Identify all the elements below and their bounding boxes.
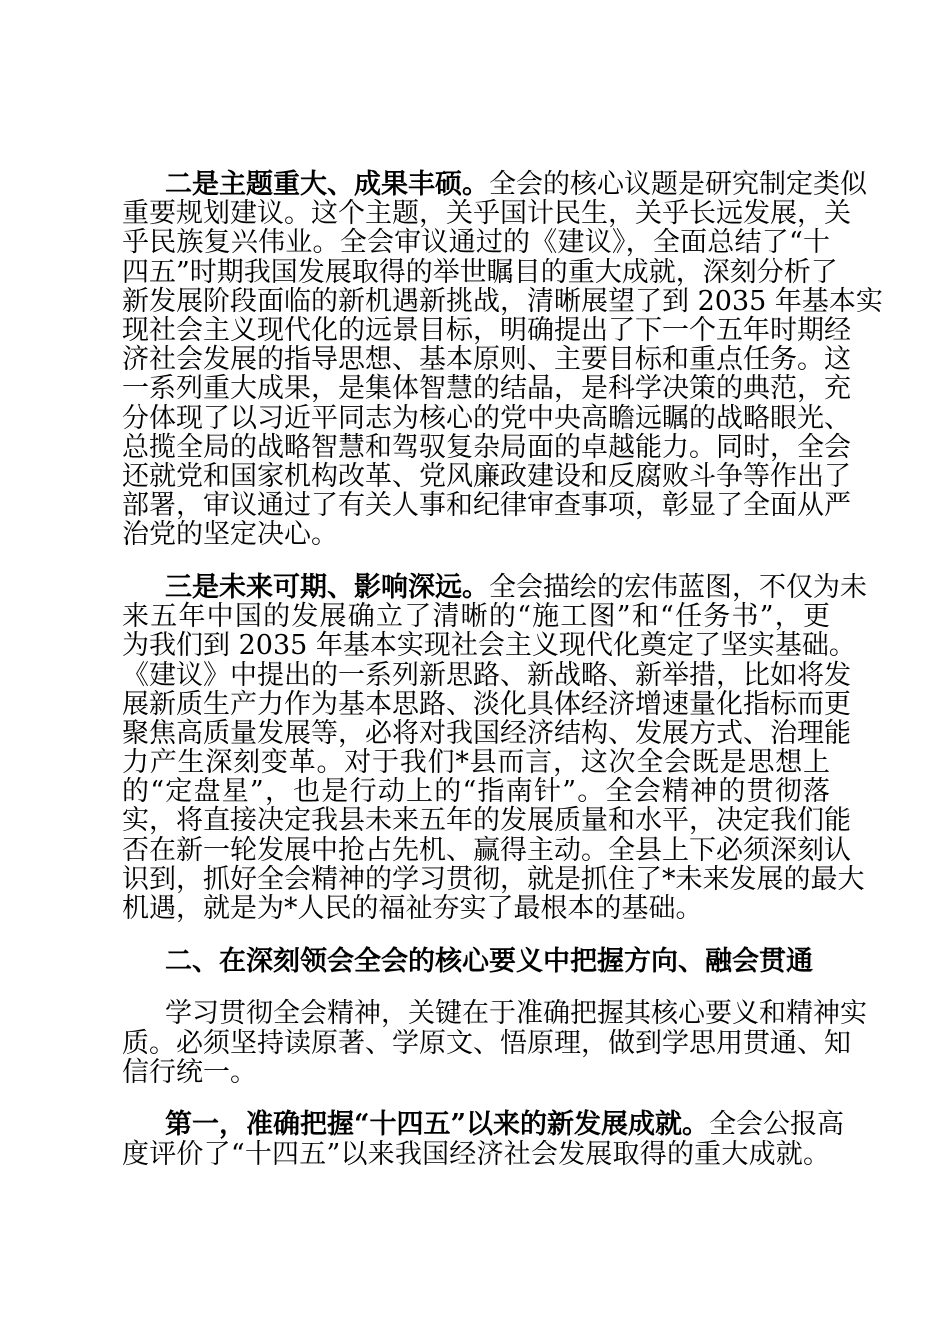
line-text: 否在新一轮发展中抢占先机、赢得主动。全县上下必须深刻认 <box>122 834 851 866</box>
text-line <box>122 863 865 895</box>
text-line <box>122 169 867 200</box>
line-text: 现社会主义现代化的远景目标，明确提出了下一个五年时期经 <box>122 314 851 346</box>
text-line <box>122 373 851 405</box>
text-line <box>122 688 851 720</box>
text-line <box>122 314 851 346</box>
line-text: 一系列重大成果，是集体智慧的结晶，是科学决策的典范，充 <box>122 373 851 405</box>
line-text: 力产生深刻变革。对于我们*县而言，这次全会既是思想上 <box>122 747 830 779</box>
text-line <box>122 748 830 777</box>
text-line <box>122 630 856 662</box>
line-text: 部署，审议通过了有关人事和纪律审查事项，彰显了全面从严 <box>122 490 851 522</box>
text-line <box>122 256 838 288</box>
line-text: 治党的坚定决心。 <box>122 519 338 551</box>
line-text: 新发展阶段面临的新机遇新挑战，清晰展望了到 2035 年基本实 <box>122 285 883 317</box>
text-line <box>122 659 851 691</box>
paragraph <box>122 169 883 551</box>
text-line <box>122 571 867 603</box>
line-text: 全会公报高 <box>709 1109 845 1141</box>
text-line <box>122 520 830 549</box>
text-line <box>122 490 851 522</box>
line-text: 全会的核心议题是研究制定类似 <box>489 169 867 200</box>
line-text: 识到，抓好全会精神的学习贯彻，就是抓住了*未来发展的最大 <box>122 863 865 895</box>
line-text: 总揽全局的战略智慧和驾驭复杂局面的卓越能力。同时，全会 <box>122 431 851 463</box>
line-text: 机遇，就是为*人民的福祉夯实了最根本的基础。 <box>122 893 703 924</box>
lead-in-bold: 第一，准确把握“十四五”以来的新发展成就。 <box>165 1109 710 1141</box>
line-text: 乎民族复兴伟业。全会审议通过的《建议》，全面总结了“十 <box>122 227 830 259</box>
lead-in-bold: 三是未来可期、影响深远。 <box>165 571 489 603</box>
line-text: 学习贯彻全会精神，关键在于准确把握其核心要义和精神实 <box>165 998 867 1030</box>
text-line <box>122 717 851 749</box>
line-text: 信行统一。 <box>122 1056 257 1088</box>
text-line <box>122 602 830 631</box>
text-line <box>122 198 851 230</box>
text-line <box>122 998 867 1030</box>
line-text: 分体现了以习近平同志为核心的党中央高瞻远瞩的战略眼光、 <box>122 402 851 434</box>
text-line <box>122 1140 830 1169</box>
text-line <box>122 777 830 806</box>
line-text: 展新质生产力作为基本思路、淡化具体经济增速量化指标而更 <box>122 688 851 720</box>
text-line <box>122 1058 830 1087</box>
text-line <box>122 285 883 317</box>
text-line <box>122 402 851 434</box>
text-line <box>122 228 830 257</box>
line-text: 质。必须坚持读原著、学原文、悟原理，做到学思用贯通、知 <box>122 1027 851 1059</box>
section-heading <box>122 947 830 976</box>
line-text: 聚焦高质量发展等，必将对我国经济结构、发展方式、治理能 <box>122 717 851 749</box>
paragraph <box>122 1109 845 1170</box>
paragraph <box>122 998 867 1088</box>
line-text: 《建议》中提出的一系列新思路、新战略、新举措，比如将发 <box>122 659 851 691</box>
text-line <box>122 344 851 376</box>
text-line <box>122 1027 851 1059</box>
line-text: 度评价了“十四五”以来我国经济社会发展取得的重大成就。 <box>122 1138 830 1170</box>
text-line <box>122 460 851 492</box>
line-text: 全会描绘的宏伟蓝图，不仅为未 <box>489 571 867 603</box>
document-page <box>122 169 883 1192</box>
line-text: 实，将直接决定我县未来五年的发展质量和水平，决定我们能 <box>122 805 851 837</box>
line-text: 济社会发展的指导思想、基本原则、主要目标和重点任务。这 <box>122 344 851 376</box>
line-text: 四五”时期我国发展取得的举世瞩目的重大成就，深刻分析了 <box>122 256 838 288</box>
line-text: 还就党和国家机构改革、党风廉政建设和反腐败斗争等作出了 <box>122 460 851 492</box>
paragraph <box>122 571 867 924</box>
line-text: 来五年中国的发展确立了清晰的“施工图”和“任务书”，更 <box>122 601 830 633</box>
text-line <box>122 947 830 976</box>
text-line <box>122 431 851 463</box>
line-text: 为我们到 2035 年基本实现社会主义现代化奠定了坚实基础。 <box>122 630 856 662</box>
text-line <box>122 894 830 923</box>
lead-in-bold: 二是主题重大、成果丰硕。 <box>165 169 489 200</box>
text-line <box>122 805 851 837</box>
line-text: 重要规划建议。这个主题，关乎国计民生，关乎长远发展，关 <box>122 198 851 230</box>
heading-text: 二、在深刻领会全会的核心要义中把握方向、融会贯通 <box>165 945 813 977</box>
text-line <box>122 1109 845 1141</box>
line-text: 的“定盘星”，也是行动上的“指南针”。全会精神的贯彻落 <box>122 776 830 808</box>
text-line <box>122 834 851 866</box>
